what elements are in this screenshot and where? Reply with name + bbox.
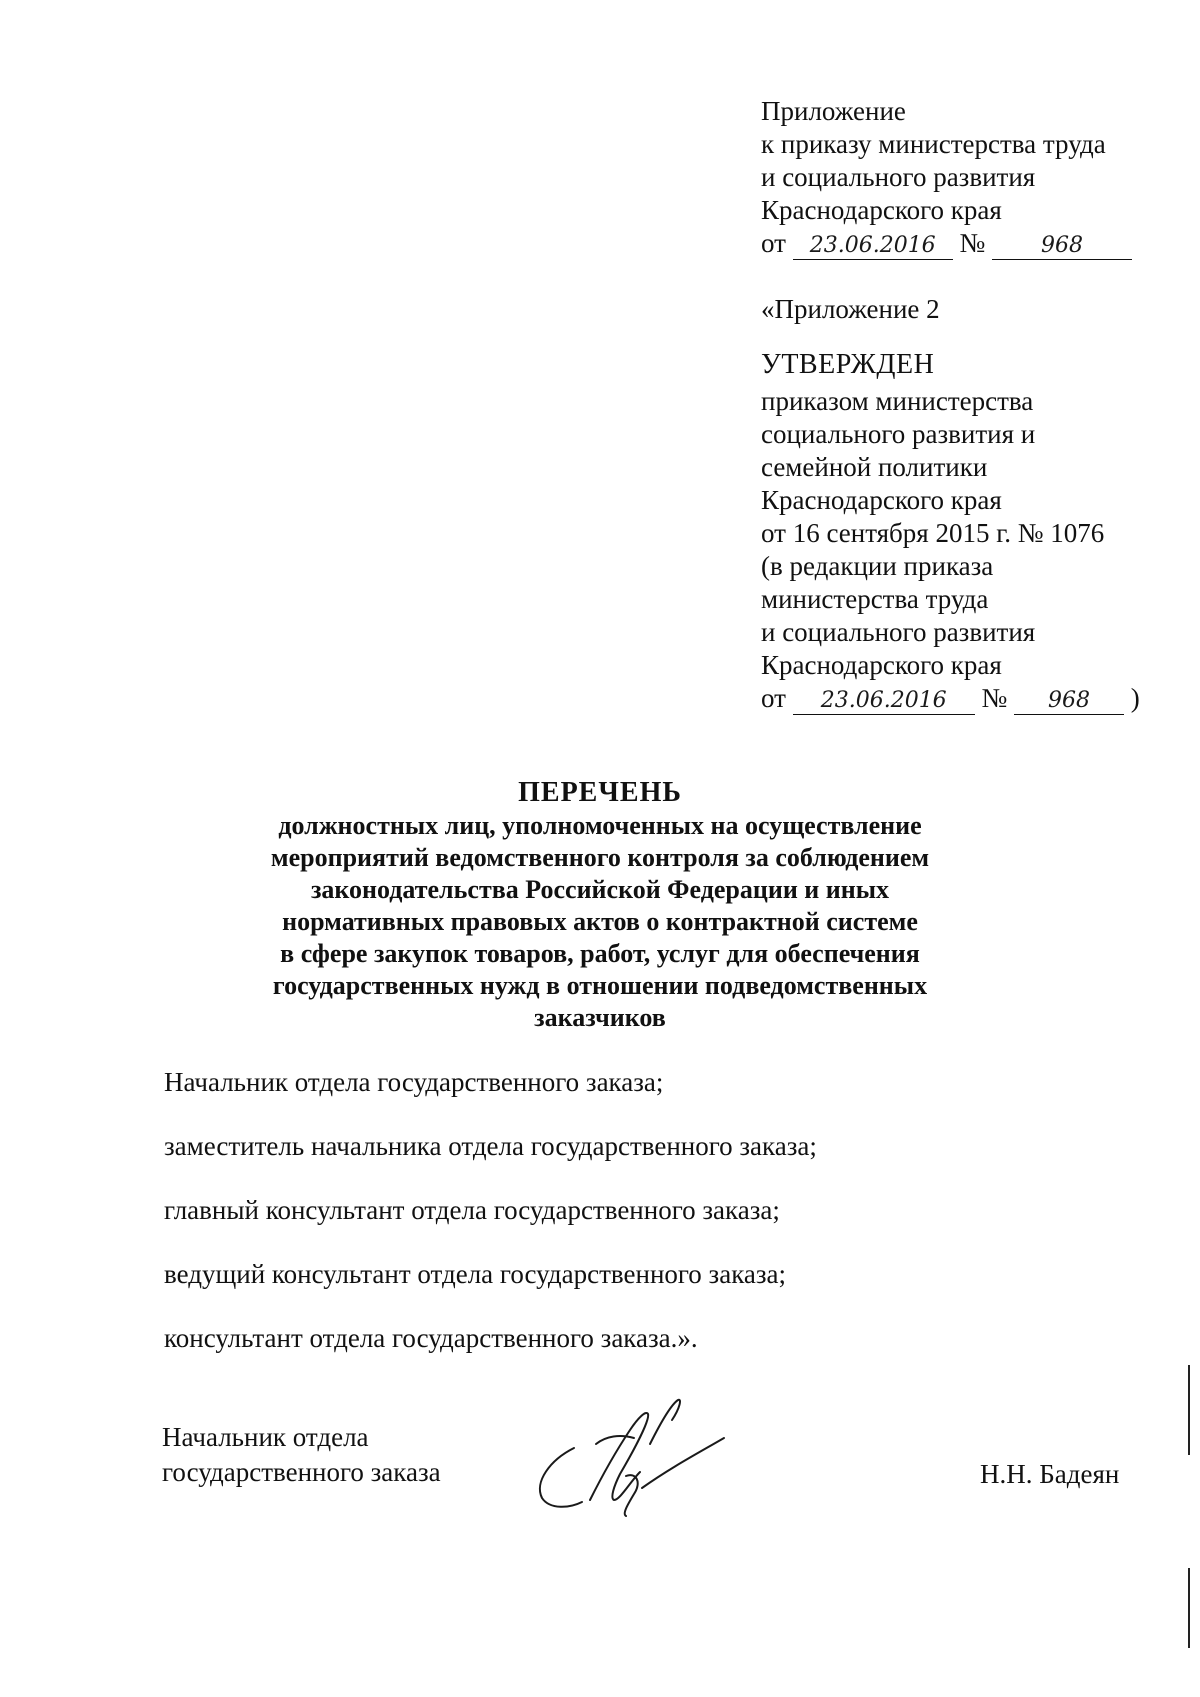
title-line: законодательства Российской Федерации и иных: [310, 875, 890, 904]
signatory-position: [162, 1420, 441, 1490]
handwritten-date: 23.06.2016: [793, 233, 953, 260]
approved-line: социального развития и: [761, 419, 1036, 449]
title-line: мероприятий ведомственного контроля за соблюдением: [270, 843, 930, 872]
list-item: главный консультант отдела государственного заказа;: [164, 1195, 780, 1225]
handwritten-number: 968: [992, 233, 1132, 260]
scan-edge-mark: [1188, 1568, 1190, 1648]
approved-line: Краснодарского края: [761, 650, 1002, 680]
title-line: нормативных правовых актов о контрактной системе: [282, 907, 918, 936]
approved-line: (в редакции приказа: [761, 551, 994, 581]
handwritten-date: 23.06.2016: [793, 688, 975, 715]
title-heading: ПЕРЕЧЕНЬ: [518, 777, 682, 808]
document-title: [200, 776, 1000, 1034]
approved-line: Краснодарского края: [761, 485, 1002, 515]
closing-paren: ): [1130, 683, 1140, 713]
title-line: должностных лиц, уполномоченных на осуществление: [278, 811, 922, 840]
handwritten-number: 968: [1014, 688, 1124, 715]
number-prefix: №: [959, 228, 986, 258]
list-item: заместитель начальника отдела государственного заказа;: [164, 1131, 817, 1161]
attachment-line: и социального развития: [761, 162, 1036, 192]
title-line: в сфере закупок товаров, работ, услуг для обеспечения: [280, 939, 920, 968]
list-item: консультант отдела государственного заказа.».: [164, 1323, 698, 1353]
list-item: ведущий консультант отдела государственного заказа;: [164, 1259, 787, 1289]
handwritten-signature: [530, 1390, 730, 1520]
appendix-label: «Приложение 2: [761, 294, 940, 324]
title-line: государственных нужд в отношении подведомственных: [272, 971, 928, 1000]
approved-line: министерства труда: [761, 584, 989, 614]
signatory-position-line: Начальник отдела: [162, 1422, 369, 1452]
attachment-block: [761, 95, 1161, 715]
approved-line: от 16 сентября 2015 г. № 1076: [761, 518, 1105, 548]
scan-edge-mark: [1188, 1365, 1190, 1455]
attachment-line: Приложение: [761, 96, 906, 126]
date-prefix: от: [761, 683, 786, 713]
title-line: заказчиков: [534, 1003, 666, 1032]
approved-line: приказом министерства: [761, 386, 1034, 416]
approved-date-line: [761, 682, 1161, 715]
attachment-date-line: [761, 227, 1161, 260]
positions-list: [164, 1066, 1144, 1386]
approved-line: и социального развития: [761, 617, 1036, 647]
signatory-name: Н.Н. Бадеян: [980, 1459, 1120, 1489]
attachment-line: Краснодарского края: [761, 195, 1002, 225]
date-prefix: от: [761, 228, 786, 258]
list-item: Начальник отдела государственного заказа;: [164, 1067, 664, 1097]
number-prefix: №: [981, 683, 1008, 713]
approved-heading: УТВЕРЖДЕН: [761, 349, 935, 380]
signatory-position-line: государственного заказа: [162, 1457, 441, 1487]
attachment-line: к приказу министерства труда: [761, 129, 1106, 159]
approved-line: семейной политики: [761, 452, 988, 482]
